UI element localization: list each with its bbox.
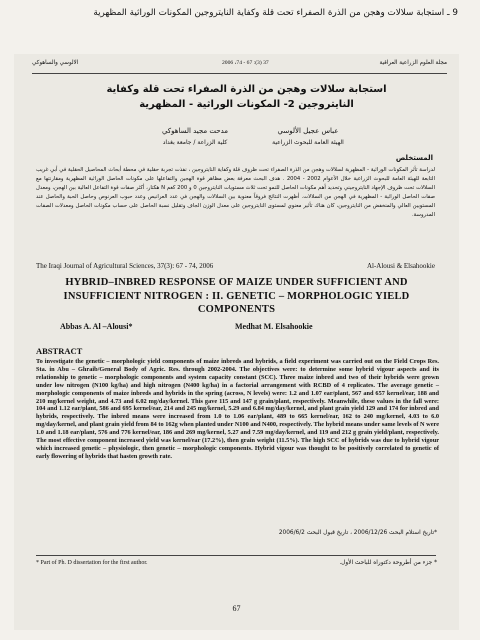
arabic-author-1-affil: الهيئة العامة للبحوث الزراعية <box>272 139 344 146</box>
header-volume: 2006 ،74 - 67 :(3) 37 <box>222 60 269 66</box>
arabic-author-1-name: عباس عجيل الألوسي <box>277 127 339 135</box>
english-author-1: Abbas A. Al –Alousi* <box>60 322 133 331</box>
footnote-arabic: * جزء من أطروحة دكتوراه للباحث الأول. <box>339 560 437 566</box>
footnote-rule <box>36 555 436 556</box>
footnote-english: * Part of Ph. D dissertation for the first author. <box>36 560 148 566</box>
running-head: 9 ـ استجابة سلالات وهجن من الذرة الصفراء تحت قلة وكفاية النايتروجين المكونات الوراثية المظهرية <box>93 8 458 18</box>
english-author-2: Medhat M. Elsahookie <box>235 322 313 331</box>
journal-header <box>32 60 447 72</box>
received-dates: *تاريخ استلام البحث 2006/12/26 ، تاريخ قبول البحث 2006/6/2 <box>278 530 437 536</box>
english-abstract-heading: ABSTRACT <box>36 346 83 356</box>
header-journal-name: مجلة العلوم الزراعية العراقية <box>379 60 447 66</box>
page-number: 67 <box>232 604 241 613</box>
arabic-author-2 <box>145 126 245 148</box>
english-running-authors: Al-Alousi & Elsahookie <box>366 262 435 270</box>
header-rule <box>32 73 447 74</box>
scanned-article-page <box>14 54 459 630</box>
arabic-title: استجابة سلالات وهجن من الذرة الصفراء تحت قلة وكفاية النايتروجين 2- المكونات الوراثية - المظهرية <box>106 84 387 110</box>
english-journal-line: The Iraqi Journal of Agricultural Sciences, 37(3): 67 - 74, 2006 <box>36 262 214 270</box>
english-abstract: To investigate the genetic – morphologic yield components of maize inbreds and hybrids, a field experiment was carried out on the Field Crops Res. Sta. in Abu – Ghraib/General Body of Agric. Res. through 2002-2004. The objectives were: to determine some hybrid vigour aspects and its relationship to genetic – morphologic components and system capacity constant (SCC). Three maize inbred and two of their hybrids were grown under low nitrogen (N100 kg/ha) and high nitrogen (N400 kg/ha) in a factorial arrangement with RCBD of 4 replicates. The average genetic – morphologic components of maize inbreds and hybrids in the spring (across, N levels) were: 1.2 and 1.07 ear/plant, 567 and 657 kernel/ear, 188 and 210 mg/kernel weight, and 4.73 and 6.02 mg/day/kernel. This gave 115 and 147 g grain/plant, respectively. Meanwhile, these values in the fall were: 104 and 1.12 ear/plant, 586 and 695 kernel/ear, 214 and 245 mg/kernel, 5.29 and 6.84 mg/day/kernel, and plant grain yield 129 and 174 for inbred and hybrids, respectively. The inbred means were increased from 1.0 to 1.06 ear/plant, 489 to 665 kernel/ear, 162 to 240 mg/kernel, 4.03 to 6.0 mg/day/kernel, and plant grain yield from 84 to 162g when planted under N100 and N400, respectively. The hybrid means under same levels of N were 1.0 and 1.18 ear/plant, 576 and 776 kernel/ear, 186 and 269 mg/kernel, 5.27 and 7.59 mg/day/kernel, and 119 and 212 g grain yield/plant, respectively. The most effective component increased yield was kernel/ear (17.2%), then grain weight (11.5%). The high SCC of hybrids was due to hybrid vigour which increased genetic – physiologic, then genetic – morphologic components. Hybrid vigour was thought to be positively correlated to genetic of early flowering of hybrids that hasten growth rate. <box>36 358 439 460</box>
english-title: HYBRID–INBRED RESPONSE OF MAIZE UNDER SUFFICIENT AND INSUFFICIENT NITROGEN : II. GENETIC – MORPHOLOGIC YIELD COMPONENTS <box>63 277 410 315</box>
arabic-author-1 <box>253 126 363 148</box>
arabic-author-2-name: مدحت مجيد الساهوكي <box>161 127 229 135</box>
arabic-author-2-affil: كلية الزراعة / جامعة بغداد <box>162 139 228 146</box>
header-authors: الالوسي والساهوكي <box>32 60 79 66</box>
arabic-abstract-heading: المستخلص <box>395 154 433 162</box>
arabic-abstract: لدراسة تأثر المكونات الوراثية - المظهرية لسلالات وهجن من الذرة الصفراء تحت ظروف قلة وكفاية النايتروجين ، نفذت تجربة حقلية في محطة أبحاث المحاصيل الحقلية في أبي غريب التابعة للهيئة العامة للبحوث الزراعية خلال الأعوام 2002 - 2004 . هدف البحث معرفة بعض مظاهر قوة الهجين والتفاعلها على مكونات الحاصل الوراثية المظهرية ومقارنتها مع السلالات تحت ظروف الإجهاد النايتروجيني وتحديد أهم مكونات الحاصل للنمو تحت ثلاث مستويات النايتروجين 0 و 200 كغم N هكتار، أكثر صفات قوة التفاعل العالية بين الهجن، ومعدل صفات الحاصل الوراثية - المظهرية في الهجن من السلالات. أظهرت النتائج فروقاً معنوية بين السلالات والهجن في عدد العرانيص وعدد حبوب العرنوص وحاصل الحبة والحاصل عند المستويين العالي والمنخفض من النايتروجين، كان هناك تأثير معنوي لمستوى النايتروجين على معدل الوزن الجاف وتقليل نسبة الحاصل على حساب مكونات الحاصل ومعدلات الصفات المدروسة. <box>36 167 435 219</box>
